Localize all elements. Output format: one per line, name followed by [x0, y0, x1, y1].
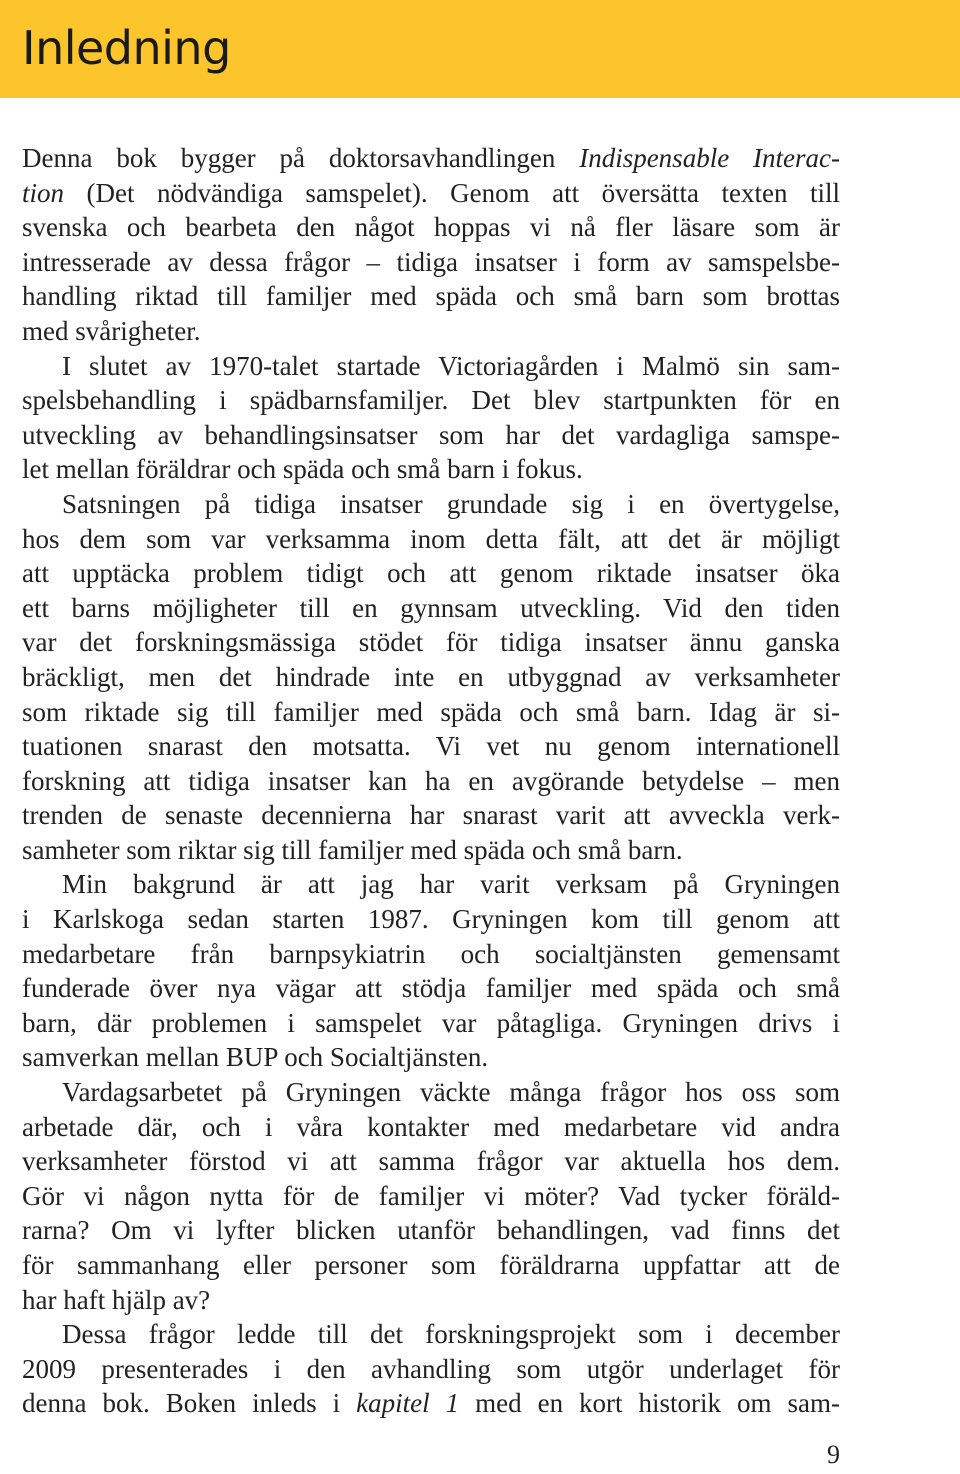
- text-line: [22, 418, 840, 453]
- text-line: [22, 452, 840, 487]
- text-line: [22, 1075, 840, 1110]
- text-run: med en kort historik om sam-: [459, 1388, 840, 1419]
- text-run: bräckligt, men det hindrade inte en utbyggnad av verksamheter: [22, 661, 840, 692]
- text-run: samheter som riktar sig till familjer med späda och små barn.: [22, 834, 683, 865]
- text-line: [22, 867, 840, 902]
- text-line: [22, 141, 840, 176]
- paragraph: [22, 867, 840, 1075]
- text-line: [22, 1040, 840, 1075]
- text-line: [22, 487, 840, 522]
- text-line: [22, 591, 840, 626]
- text-line: [22, 764, 840, 799]
- text-line: [22, 833, 840, 868]
- page-number: 9: [827, 1440, 840, 1469]
- text-run: barn, där problemen i samspelet var påtagliga. Gryningen drivs i: [22, 1007, 840, 1038]
- text-run: forskning att tidiga insatser kan ha en avgörande betydelse – men: [22, 765, 840, 796]
- paragraph: [22, 141, 840, 349]
- text-line: [22, 1144, 840, 1179]
- text-run: spelsbehandling i spädbarnsfamiljer. Det blev startpunkten för en: [22, 385, 840, 416]
- text-run: (Det nödvändiga samspelet). Genom att översätta texten till: [64, 177, 840, 208]
- text-run: var det forskningsmässiga stödet för tidiga insatser ännu ganska: [22, 627, 840, 658]
- text-line: [22, 1352, 840, 1387]
- chapter-header-band: [0, 0, 960, 98]
- text-run: handling riktad till familjer med späda och små barn som brottas: [22, 281, 840, 312]
- text-run: verksamheter förstod vi att samma frågor var aktuella hos dem.: [22, 1146, 840, 1177]
- paragraph: [22, 1075, 840, 1317]
- italic-text: tion: [22, 177, 65, 208]
- text-run: att upptäcka problem tidigt och att genom riktade insatser öka: [22, 558, 840, 589]
- text-line: [22, 176, 840, 211]
- text-run: tuationen snarast den motsatta. Vi vet nu genom internationell: [22, 731, 840, 762]
- text-line: [22, 902, 840, 937]
- text-run: i Karlskoga sedan starten 1987. Gryningen kom till genom att: [22, 904, 840, 935]
- chapter-title: Inledning: [22, 21, 231, 75]
- text-run: Satsningen på tidiga insatser grundade sig i en övertygelse,: [62, 488, 840, 519]
- text-line: [22, 245, 840, 280]
- text-line: [22, 210, 840, 245]
- text-line: [22, 1213, 840, 1248]
- text-run: samverkan mellan BUP och Socialtjänsten.: [22, 1042, 489, 1073]
- text-run: Gör vi någon nytta för de familjer vi möter? Vad tycker föräld-: [22, 1180, 840, 1211]
- text-run: medarbetare från barnpsykiatrin och socialtjänsten gemensamt: [22, 938, 840, 969]
- text-line: [22, 937, 840, 972]
- text-run: som riktade sig till familjer med späda och små barn. Idag är si-: [22, 696, 840, 727]
- text-line: [22, 383, 840, 418]
- paragraph: [22, 487, 840, 868]
- text-line: [22, 349, 840, 384]
- paragraph: [22, 1317, 840, 1421]
- text-line: [22, 1386, 840, 1421]
- text-run: arbetade där, och i våra kontakter med medarbetare vid andra: [22, 1111, 840, 1142]
- text-line: [22, 971, 840, 1006]
- text-line: [22, 1006, 840, 1041]
- text-run: utveckling av behandlingsinsatser som har det vardagliga samspe-: [22, 419, 840, 450]
- text-run: Min bakgrund är att jag har varit verksam på Gryningen: [62, 869, 840, 900]
- text-run: 2009 presenterades i den avhandling som utgör underlaget för: [22, 1353, 840, 1384]
- text-line: [22, 556, 840, 591]
- text-run: I slutet av 1970-talet startade Victoriagården i Malmö sin sam-: [62, 350, 840, 381]
- body-text: [22, 141, 840, 1421]
- text-run: svenska och bearbeta den något hoppas vi nå fler läsare som är: [22, 212, 840, 243]
- text-line: [22, 695, 840, 730]
- italic-text: Indispensable Interac-: [579, 143, 841, 173]
- text-run: rarna? Om vi lyfter blicken utanför behandlingen, vad finns det: [22, 1215, 840, 1246]
- text-run: trenden de senaste decennierna har snarast varit att avveckla verk-: [22, 800, 840, 831]
- italic-text: kapitel 1: [356, 1388, 460, 1419]
- text-line: [22, 1110, 840, 1145]
- text-line: [22, 1283, 840, 1318]
- text-line: [22, 1179, 840, 1214]
- text-line: [22, 279, 840, 314]
- text-line: [22, 1248, 840, 1283]
- text-line: [22, 625, 840, 660]
- text-line: [22, 660, 840, 695]
- text-line: [22, 798, 840, 833]
- text-run: har haft hjälp av?: [22, 1284, 211, 1315]
- text-line: [22, 314, 840, 349]
- text-run: intresserade av dessa frågor – tidiga insatser i form av samspelsbe-: [22, 246, 840, 277]
- text-run: Denna bok bygger på doktorsavhandlingen: [22, 143, 580, 173]
- text-run: hos dem som var verksamma inom detta fält, att det är möjligt: [22, 523, 840, 554]
- text-run: för sammanhang eller personer som föräldrarna uppfattar att de: [22, 1250, 840, 1280]
- text-run: Vardagsarbetet på Gryningen väckte många frågor hos oss som: [62, 1077, 840, 1108]
- text-run: ett barns möjligheter till en gynnsam utveckling. Vid den tiden: [22, 592, 840, 623]
- text-run: Dessa frågor ledde till det forskningsprojekt som i december: [62, 1319, 840, 1350]
- text-line: [22, 1317, 840, 1352]
- text-run: med svårigheter.: [22, 315, 201, 346]
- text-line: [22, 522, 840, 557]
- text-run: let mellan föräldrar och späda och små barn i fokus.: [22, 454, 583, 485]
- paragraph: [22, 349, 840, 487]
- text-line: [22, 729, 840, 764]
- text-run: funderade över nya vägar att stödja familjer med späda och små: [22, 973, 840, 1004]
- text-run: denna bok. Boken inleds i: [22, 1388, 357, 1419]
